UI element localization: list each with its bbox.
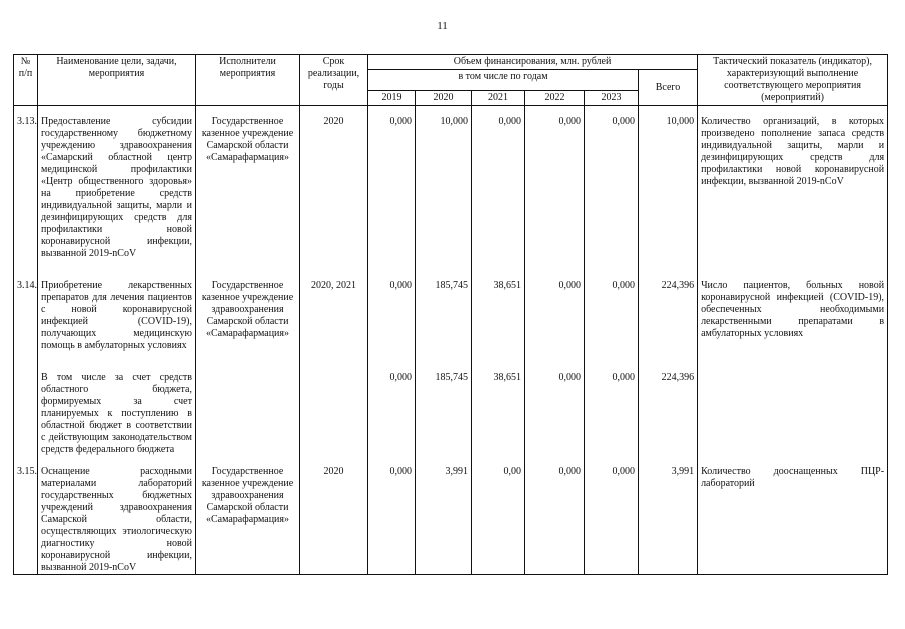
row-name: Оснащение расходными материалами лабораторий государственных бюджетных учреждений здравоохранения Самарской области, осуществляющих этиологическую диагностику новой коронавирусной инфекции, вызванной 2019-nCoV bbox=[38, 466, 196, 575]
row-term: 2020, 2021 bbox=[300, 280, 368, 352]
row-value-2020: 3,991 bbox=[416, 466, 472, 575]
year-2023-header: 2023 bbox=[585, 91, 639, 106]
row-executor: Государственное казенное учреждение здравоохранения Самарской области «Самарафармация» bbox=[196, 280, 300, 352]
row-value-2019: 0,000 bbox=[368, 372, 416, 456]
row-name: Предоставление субсидии государственному бюджетному учреждению здравоохранения «Самарский областной центр медицинской профилактики «Центр общественного здоровья» на приобретение средств индивидуальной защиты, марли и дезинфицирующих средств для профилактики новой коронавирусной инфекции, вызванной 2019-nCoV bbox=[38, 116, 196, 260]
row-term bbox=[300, 372, 368, 456]
row-name: Приобретение лекарственных препаратов для лечения пациентов с новой коронавирусной инфекцией (COVID-19), получающих медицинскую помощь в амбулаторных условиях bbox=[38, 280, 196, 352]
col-by-years-header: в том числе по годам bbox=[368, 70, 639, 91]
row-value-2019: 0,000 bbox=[368, 280, 416, 352]
funding-table bbox=[13, 54, 888, 575]
row-term: 2020 bbox=[300, 466, 368, 575]
row-term: 2020 bbox=[300, 116, 368, 260]
col-name-header: Наименование цели, задачи, мероприятия bbox=[38, 55, 196, 106]
row-value-2022: 0,000 bbox=[525, 466, 585, 575]
table-row bbox=[14, 466, 888, 575]
table-row bbox=[14, 280, 888, 352]
row-value-2021: 0,000 bbox=[472, 116, 525, 260]
year-2022-header: 2022 bbox=[525, 91, 585, 106]
table-row bbox=[14, 372, 888, 456]
row-value-2022: 0,000 bbox=[525, 116, 585, 260]
header-row-1 bbox=[14, 55, 888, 70]
row-id: 3.13. bbox=[14, 116, 38, 260]
row-executor bbox=[196, 372, 300, 456]
row-total: 3,991 bbox=[639, 466, 698, 575]
row-value-2020: 185,745 bbox=[416, 372, 472, 456]
row-value-2019: 0,000 bbox=[368, 466, 416, 575]
row-value-2023: 0,000 bbox=[585, 280, 639, 352]
row-value-2023: 0,000 bbox=[585, 466, 639, 575]
row-name: В том числе за счет средств областного бюджета, формируемых за счет планируемых к поступлению в областной бюджет в соответствии с действующим законодательством средств федерального бюджета bbox=[38, 372, 196, 456]
row-value-2023: 0,000 bbox=[585, 116, 639, 260]
col-num-header: № п/п bbox=[14, 55, 38, 106]
page-number: 11 bbox=[437, 20, 448, 32]
year-2019-header: 2019 bbox=[368, 91, 416, 106]
row-value-2023: 0,000 bbox=[585, 372, 639, 456]
row-total: 224,396 bbox=[639, 372, 698, 456]
row-indicator: Количество организаций, в которых произведено пополнение запаса средств индивидуальной защиты, марли и дезинфицирующих средств для профилактики новой коронавирусной инфекции, вызванной 2019-nCoV bbox=[698, 116, 888, 260]
row-value-2021: 38,651 bbox=[472, 372, 525, 456]
row-id: 3.14. bbox=[14, 280, 38, 352]
row-indicator bbox=[698, 372, 888, 456]
row-id bbox=[14, 372, 38, 456]
col-indicator-header: Тактический показатель (индикатор), характеризующий выполнение соответствующего мероприятия (мероприятий) bbox=[698, 55, 888, 106]
row-value-2021: 0,00 bbox=[472, 466, 525, 575]
table-row bbox=[14, 116, 888, 260]
col-term-header: Срок реализации, годы bbox=[300, 55, 368, 106]
row-indicator: Число пациентов, больных новой коронавирусной инфекцией (COVID-19), обеспеченных необходимыми лекарственными препаратами в амбулаторных условиях bbox=[698, 280, 888, 352]
row-value-2021: 38,651 bbox=[472, 280, 525, 352]
row-value-2022: 0,000 bbox=[525, 372, 585, 456]
row-value-2020: 185,745 bbox=[416, 280, 472, 352]
year-2020-header: 2020 bbox=[416, 91, 472, 106]
row-total: 224,396 bbox=[639, 280, 698, 352]
row-value-2019: 0,000 bbox=[368, 116, 416, 260]
row-executor: Государственное казенное учреждение Самарской области «Самарафармация» bbox=[196, 116, 300, 260]
row-executor: Государственное казенное учреждение здравоохранения Самарской области «Самарафармация» bbox=[196, 466, 300, 575]
row-value-2020: 10,000 bbox=[416, 116, 472, 260]
col-funding-header: Объем финансирования, млн. рублей bbox=[368, 55, 698, 70]
col-total-header: Всего bbox=[639, 70, 698, 106]
row-value-2022: 0,000 bbox=[525, 280, 585, 352]
row-id: 3.15. bbox=[14, 466, 38, 575]
year-2021-header: 2021 bbox=[472, 91, 525, 106]
row-total: 10,000 bbox=[639, 116, 698, 260]
col-executors-header: Исполнители мероприятия bbox=[196, 55, 300, 106]
row-indicator: Количество дооснащенных ПЦР-лабораторий bbox=[698, 466, 888, 575]
